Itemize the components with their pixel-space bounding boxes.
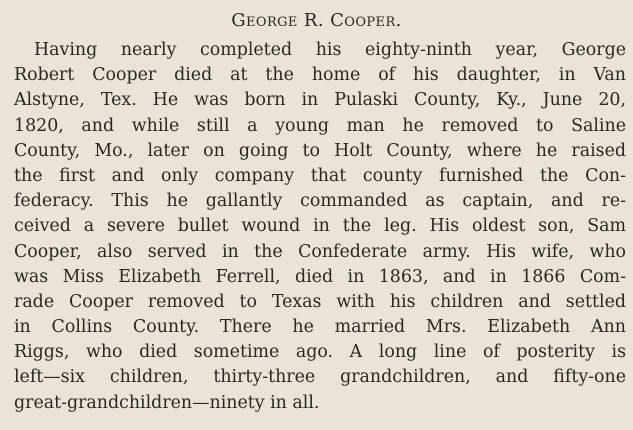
- article-title: George R. Cooper.: [231, 10, 402, 31]
- text-line: federacy. This he gallantly commanded as captain, and re-: [14, 191, 626, 212]
- text-line: Having nearly completed his eighty-ninth year, George: [34, 40, 626, 60]
- text-line: in Collins County. There he married Mrs. Elizabeth Ann: [14, 317, 626, 338]
- text-line: great-grandchildren—ninety in all.: [14, 392, 320, 413]
- text-line: Riggs, who died sometime ago. A long line of posterity is: [14, 342, 626, 363]
- text-line: the first and only company that county furnished the Con-: [14, 165, 626, 186]
- text-line: left—six children, thirty-three grandchildren, and fifty-one: [14, 367, 626, 388]
- text-line: County, Mo., later on going to Holt County, where he raised: [14, 140, 626, 161]
- text-line: rade Cooper removed to Texas with his children and settled: [14, 291, 626, 312]
- text-line: ceived a severe bullet wound in the leg. His oldest son, Sam: [14, 216, 626, 237]
- text-line: Alstyne, Tex. He was born in Pulaski County, Ky., June 20,: [14, 90, 626, 111]
- text-line: was Miss Elizabeth Ferrell, died in 1863, and in 1866 Com-: [14, 266, 626, 287]
- text-line: Cooper, also served in the Confederate army. His wife, who: [14, 241, 626, 262]
- text-line: 1820, and while still a young man he removed to Saline: [14, 115, 626, 136]
- article-body: [14, 38, 626, 416]
- text-line: Robert Cooper died at the home of his daughter, in Van: [14, 65, 626, 86]
